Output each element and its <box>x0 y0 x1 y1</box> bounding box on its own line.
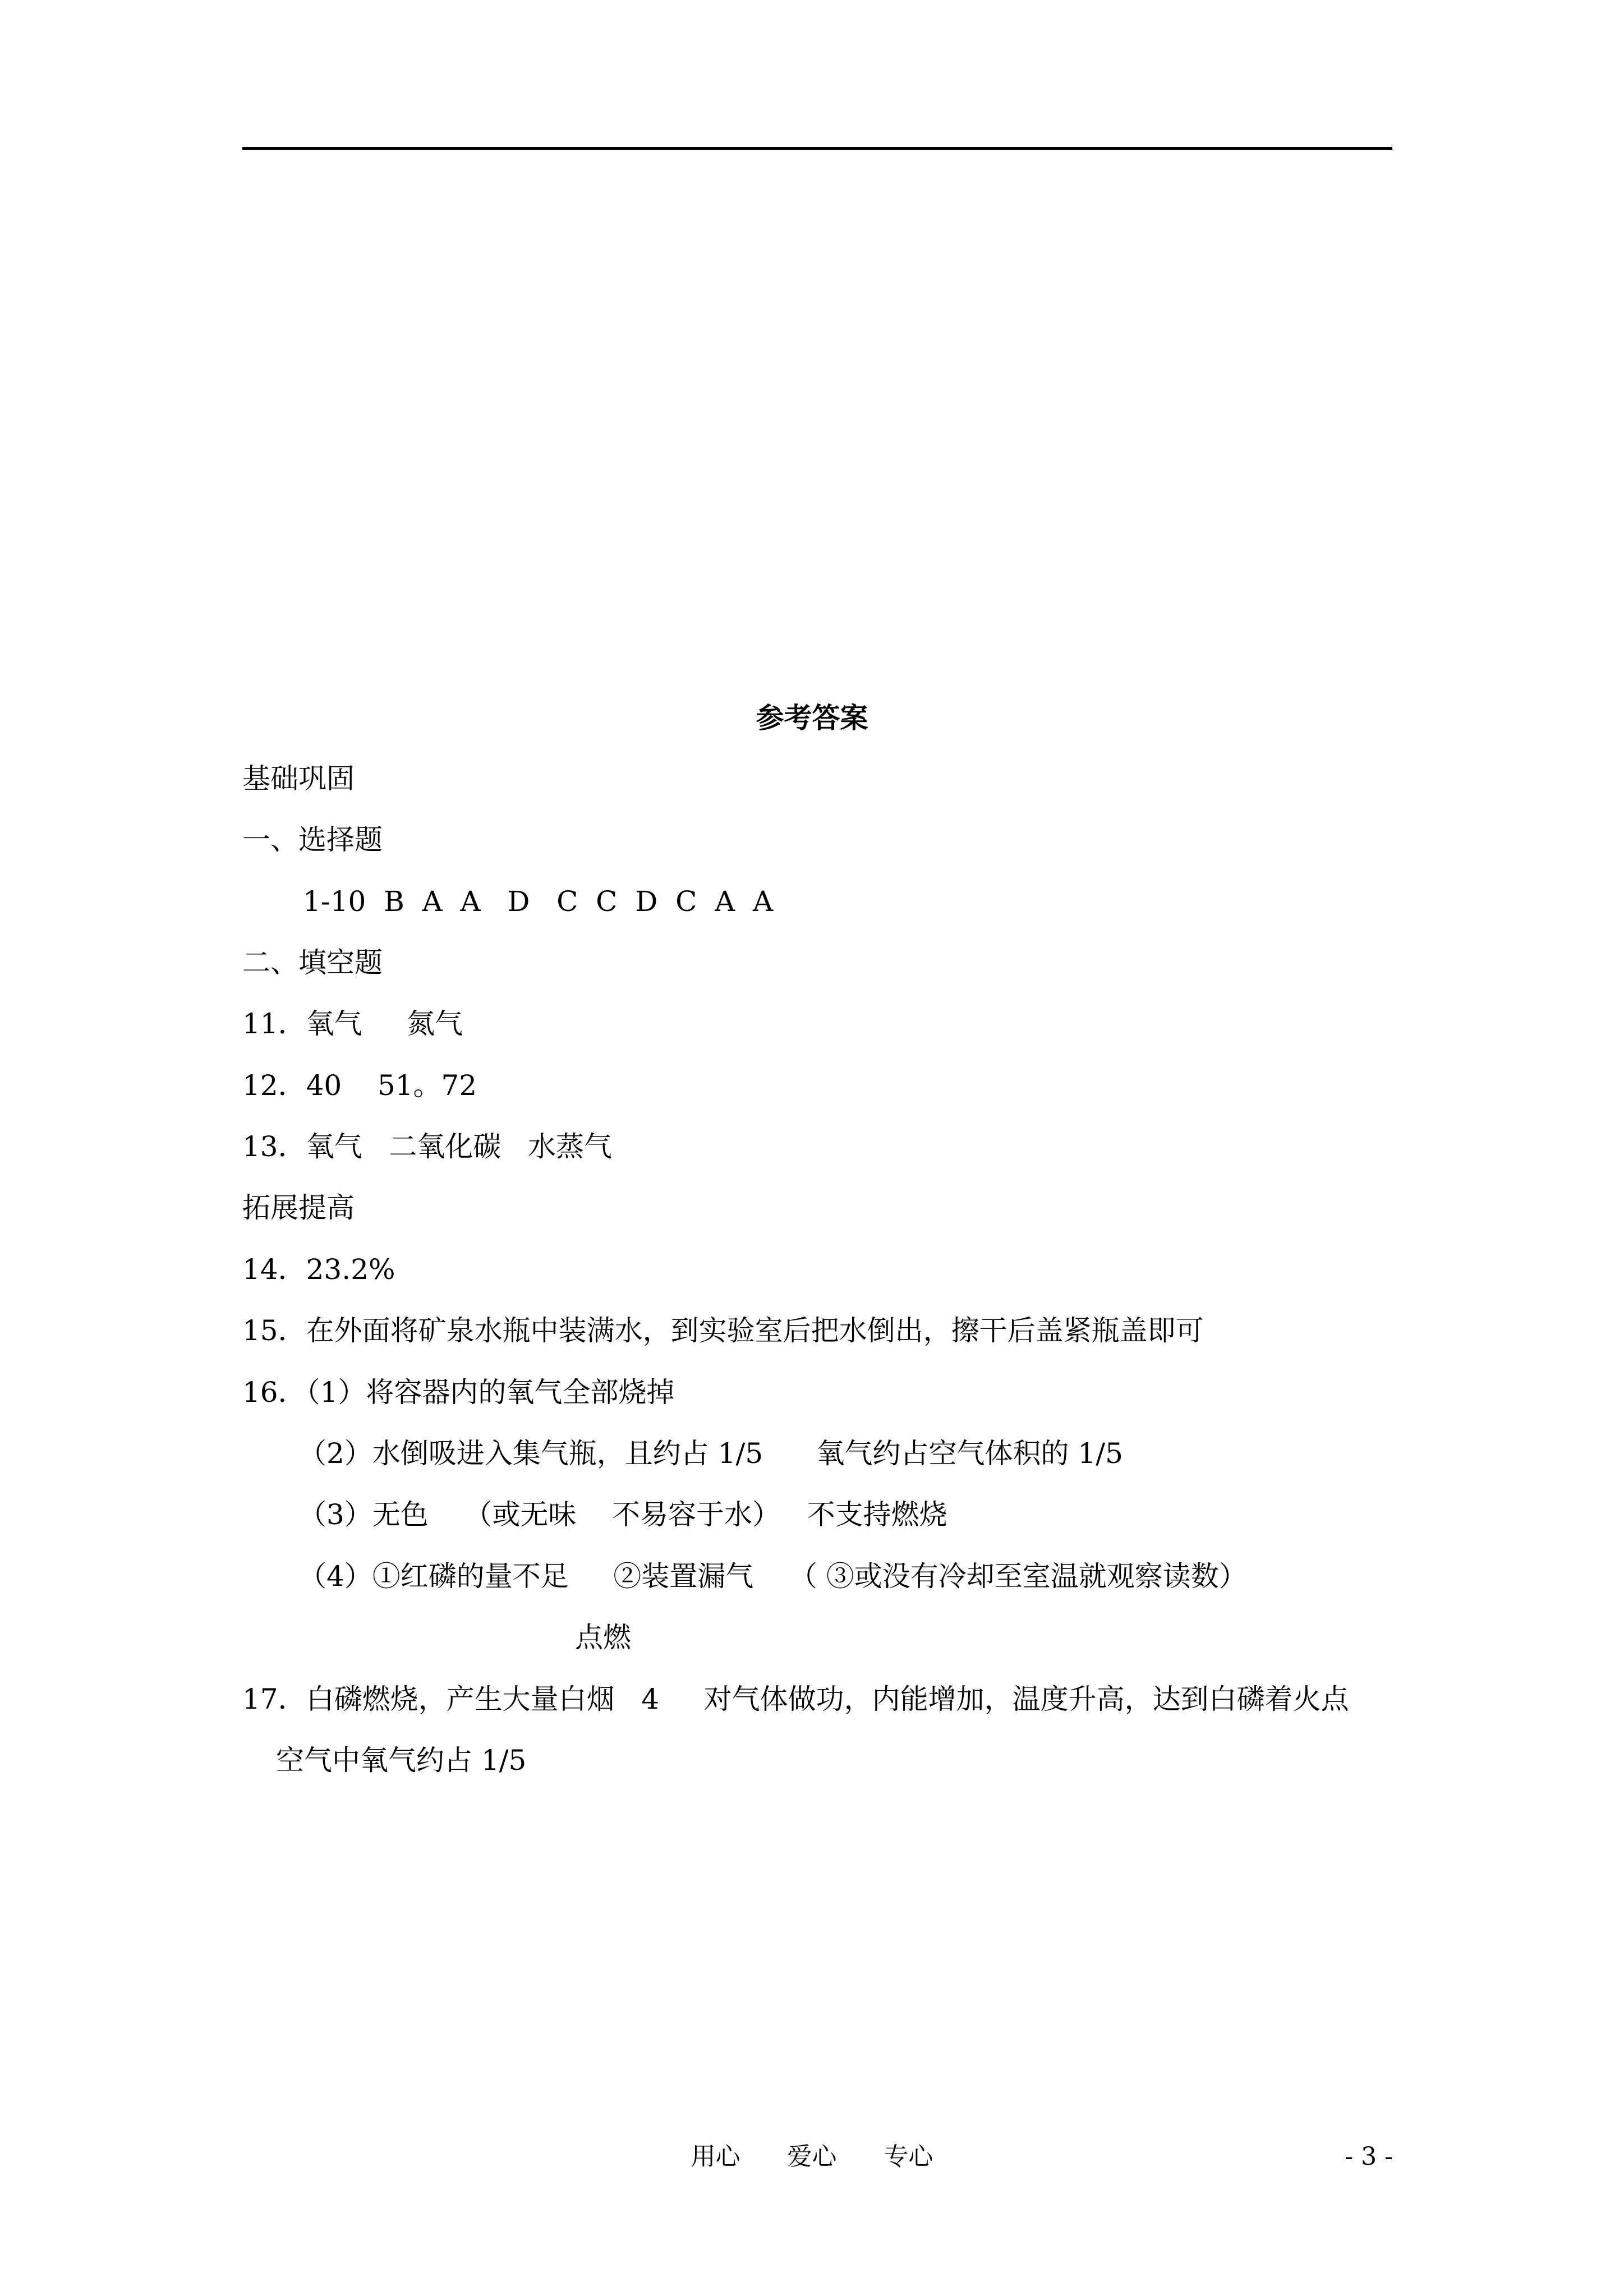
header-rule <box>242 147 1392 150</box>
ignite-label: 点燃 <box>575 1621 631 1654</box>
answer-16-part-2: （2）水倒吸进入集气瓶，且约占 1/5 氧气约占空气体积的 1/5 <box>298 1437 1123 1470</box>
answer-17: 17．白磷燃烧，产生大量白烟 4 对气体做功，内能增加，温度升高，达到白磷着火点 <box>242 1683 1349 1715</box>
page-number: - 3 - <box>1345 2142 1393 2171</box>
answer-11: 11．氧气 氮气 <box>242 1007 463 1040</box>
answer-key-title: 参考答案 <box>756 701 868 734</box>
answer-13: 13．氧气 二氧化碳 水蒸气 <box>242 1130 612 1163</box>
answer-16-part-3: （3）无色 （或无味 不易容于水） 不支持燃烧 <box>298 1498 947 1531</box>
answer-14: 14．23.2% <box>242 1253 395 1286</box>
section-fill: 二、填空题 <box>242 946 383 979</box>
answer-12: 12．40 51。72 <box>242 1069 477 1102</box>
section-choice: 一、选择题 <box>242 823 383 856</box>
answer-17-continued: 空气中氧气约占 1/5 <box>276 1744 527 1777</box>
footer-motto: 用心 爱心 专心 <box>691 2142 933 2171</box>
answer-15: 15．在外面将矿泉水瓶中装满水，到实验室后把水倒出，擦干后盖紧瓶盖即可 <box>242 1314 1204 1347</box>
choice-answers: 1-10 B A A D C C D C A A <box>303 885 774 918</box>
section-extension: 拓展提高 <box>242 1191 355 1224</box>
answer-16-part-1: 16．（1）将容器内的氧气全部烧掉 <box>242 1376 675 1409</box>
answer-16-part-4: （4）①红磷的量不足 ②装置漏气 （ ③或没有冷却至室温就观察读数） <box>298 1560 1247 1593</box>
section-basic: 基础巩固 <box>242 762 355 795</box>
